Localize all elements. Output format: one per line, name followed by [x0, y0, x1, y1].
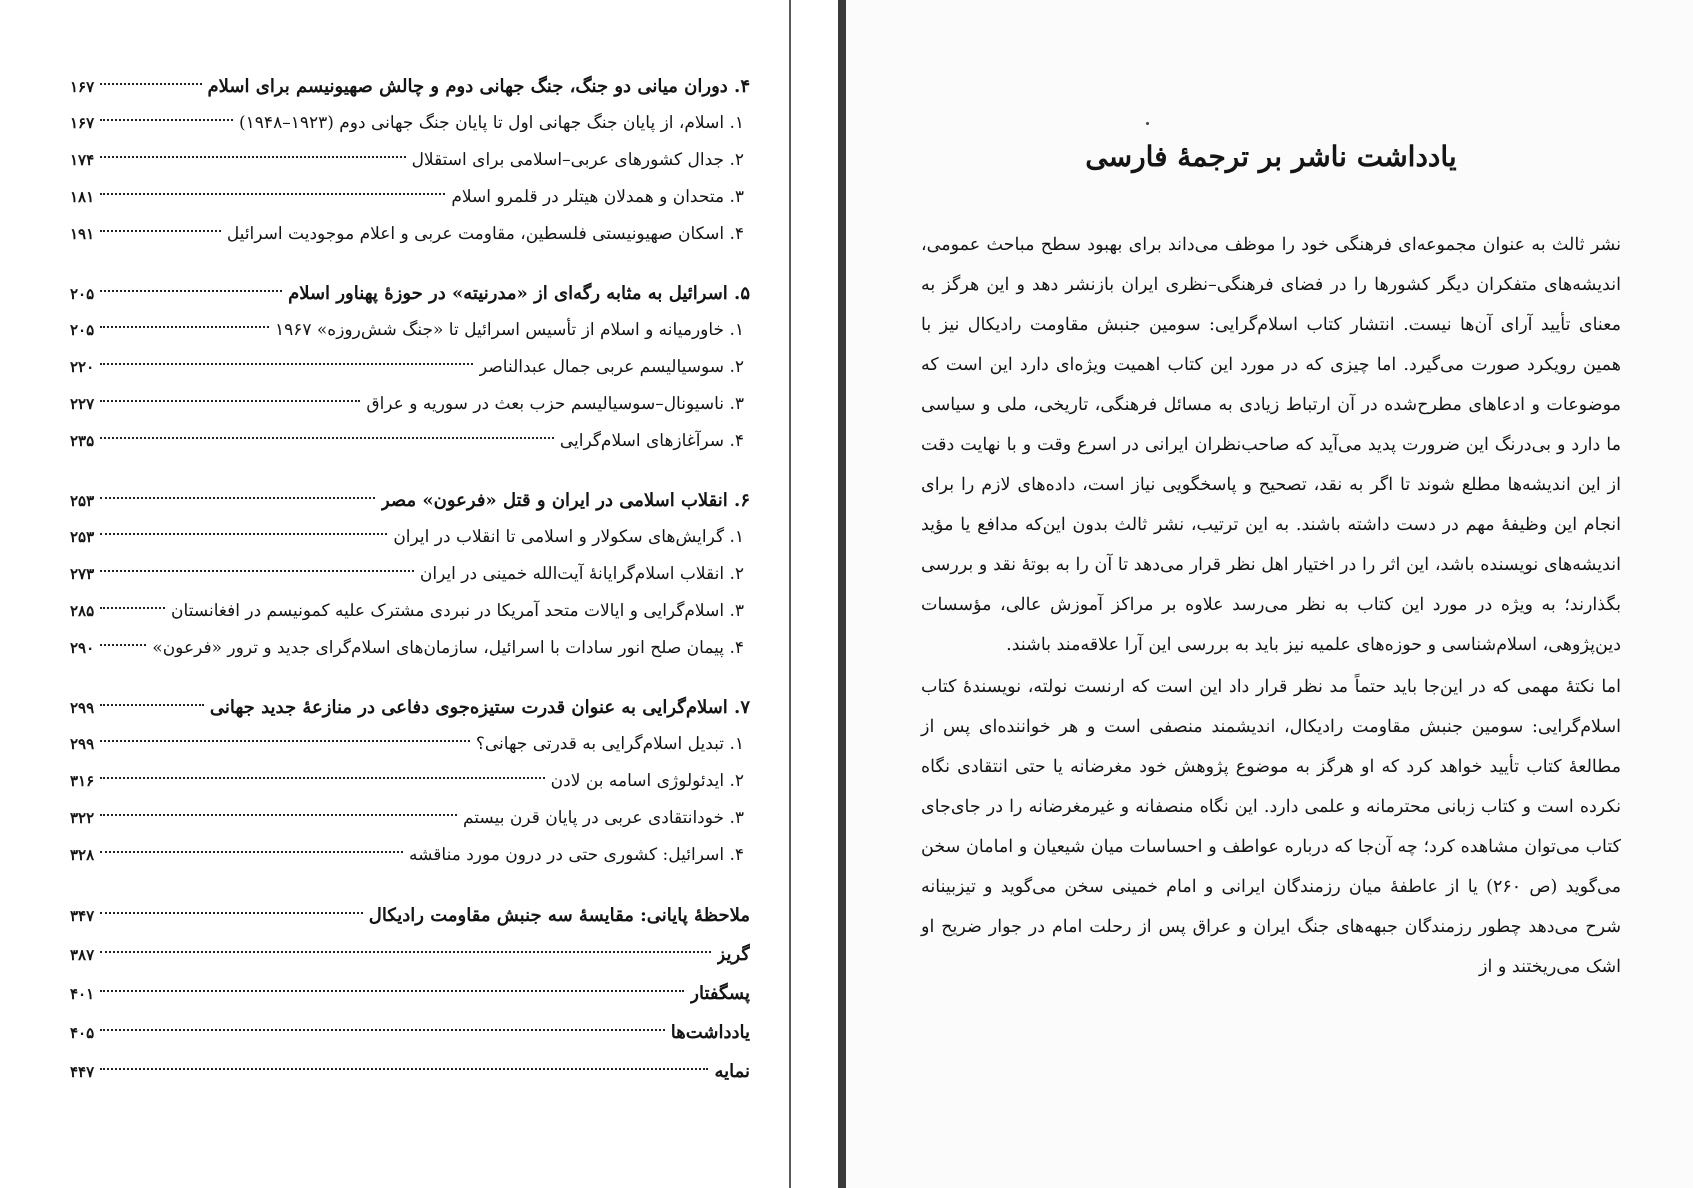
- toc-entry: [70, 105, 750, 142]
- leader-dots: [100, 533, 387, 535]
- toc-page-number: ۳۲۲: [70, 809, 95, 827]
- toc-section-4: [70, 68, 750, 253]
- toc-section-7: [70, 689, 750, 874]
- leader-dots: [100, 193, 445, 195]
- toc-entry-title: ملاحظهٔ پایانی: مقایسهٔ سه جنبش مقاومت رادیکال: [368, 905, 750, 926]
- toc-entry-title: ۴. اسرائیل: کشوری حتی در درون مورد مناقشه: [408, 845, 744, 865]
- page-gap: [791, 0, 838, 1188]
- toc-heading: [70, 482, 750, 519]
- toc-page-number: ۲۹۹: [70, 699, 95, 717]
- toc-entry-title: ۱. خاورمیانه و اسلام از تأسیس اسرائیل تا «جنگ شش‌روزه» ۱۹۶۷: [274, 320, 744, 340]
- leader-dots: [100, 83, 201, 85]
- toc-page-number: ۴۰۱: [70, 985, 95, 1003]
- toc-entry-title: ۲. ایدئولوژی اسامه بن لادن: [550, 771, 744, 791]
- leader-dots: [100, 1029, 665, 1031]
- print-speck: [1146, 122, 1149, 125]
- leader-dots: [100, 156, 405, 158]
- toc-entry-title: ۳. ناسیونال–سوسیالیسم حزب بعث در سوریه و عراق: [366, 394, 744, 414]
- leader-dots: [100, 363, 473, 365]
- right-page: [846, 0, 1693, 1188]
- leader-dots: [100, 230, 221, 232]
- toc-entry-title: یادداشت‌ها: [670, 1022, 750, 1043]
- toc-entry-title: ۳. اسلام‌گرایی و ایالات متحد آمریکا در نبردی مشترک علیه کمونیسم در افغانستان: [171, 601, 744, 621]
- toc-entry: [70, 593, 750, 630]
- toc-page-number: ۲۸۵: [70, 602, 95, 620]
- toc-heading-title: ۵. اسرائیل به مثابه رگه‌ای از «مدرنیته» در حوزهٔ پهناور اسلام: [288, 283, 750, 304]
- toc-page-number: ۴۴۷: [70, 1063, 95, 1081]
- toc-entry: [70, 763, 750, 800]
- leader-dots: [100, 400, 360, 402]
- toc-page-number: ۲۰۵: [70, 321, 95, 339]
- toc-entry-title: ۴. پیمان صلح انور سادات با اسرائیل، سازمان‌های اسلام‌گرای جدید و ترور «فرعون»: [152, 638, 744, 658]
- leader-dots: [100, 951, 710, 953]
- toc-entry-title: گریز: [716, 944, 750, 965]
- toc-entry-title: پسگفتار: [690, 983, 750, 1004]
- toc-entry: [70, 216, 750, 253]
- toc-entry: [70, 800, 750, 837]
- toc-page-number: ۲۰۵: [70, 285, 95, 303]
- leader-dots: [100, 990, 684, 992]
- toc-page-number: ۴۰۵: [70, 1024, 95, 1042]
- table-of-contents: [70, 68, 750, 1113]
- toc-page-number: ۳۱۶: [70, 772, 95, 790]
- toc-entry: [70, 630, 750, 667]
- toc-final-entry: [70, 974, 750, 1013]
- toc-heading-title: ۷. اسلام‌گرایی به عنوان قدرت ستیزه‌جوی دفاعی در منازعهٔ جدید جهانی: [209, 697, 750, 718]
- leader-dots: [100, 1068, 708, 1070]
- toc-page-number: ۱۶۷: [70, 114, 95, 132]
- leader-dots: [100, 437, 554, 439]
- leader-dots: [100, 570, 414, 572]
- leader-dots: [100, 119, 233, 121]
- leader-dots: [100, 497, 375, 499]
- toc-entry-title: ۲. جدال کشورهای عربی–اسلامی برای استقلال: [411, 150, 744, 170]
- toc-page-number: ۱۸۱: [70, 188, 95, 206]
- toc-entry-title: نمایه: [714, 1061, 750, 1082]
- leader-dots: [100, 814, 457, 816]
- toc-page-number: ۳۴۷: [70, 907, 95, 925]
- toc-final-entry: [70, 1052, 750, 1091]
- book-spine-divider: [838, 0, 846, 1188]
- toc-page-number: ۱۶۷: [70, 78, 95, 96]
- toc-entry: [70, 179, 750, 216]
- leader-dots: [100, 326, 269, 328]
- toc-entry: [70, 837, 750, 874]
- leader-dots: [100, 851, 403, 853]
- leader-dots: [100, 290, 282, 292]
- toc-page-number: ۲۵۳: [70, 528, 95, 546]
- toc-entry: [70, 726, 750, 763]
- toc-entry: [70, 519, 750, 556]
- toc-page-number: ۲۲۷: [70, 395, 95, 413]
- toc-entry-title: ۱. تبدیل اسلام‌گرایی به قدرتی جهانی؟: [475, 734, 744, 754]
- toc-entry-title: ۱. اسلام، از پایان جنگ جهانی اول تا پایان جنگ جهانی دوم (۱۹۲۳–۱۹۴۸): [239, 113, 744, 133]
- toc-entry-title: ۱. گرایش‌های سکولار و اسلامی تا انقلاب در ایران: [393, 527, 744, 547]
- toc-page-number: ۱۷۴: [70, 151, 95, 169]
- toc-final-entry: [70, 935, 750, 974]
- toc-section-5: [70, 275, 750, 460]
- toc-entry: [70, 423, 750, 460]
- toc-final-entries: [70, 896, 750, 1091]
- toc-page-number: ۲۹۰: [70, 639, 95, 657]
- toc-entry-title: ۲. سوسیالیسم عربی جمال عبدالناصر: [478, 357, 744, 377]
- toc-section-6: [70, 482, 750, 667]
- toc-page-number: ۲۲۰: [70, 358, 95, 376]
- toc-entry-title: ۳. متحدان و همدلان هیتلر در قلمرو اسلام: [451, 187, 744, 207]
- toc-heading-title: ۶. انقلاب اسلامی در ایران و قتل «فرعون» مصر: [380, 490, 750, 511]
- toc-entry: [70, 142, 750, 179]
- toc-page-number: ۲۳۵: [70, 432, 95, 450]
- leader-dots: [100, 607, 165, 609]
- toc-entry: [70, 312, 750, 349]
- toc-page-number: ۱۹۱: [70, 225, 95, 243]
- toc-entry-title: ۴. اسکان صهیونیستی فلسطین، مقاومت عربی و اعلام موجودیت اسرائیل: [226, 224, 744, 244]
- leader-dots: [100, 777, 545, 779]
- toc-final-entry: [70, 1013, 750, 1052]
- toc-page-number: ۳۸۷: [70, 946, 95, 964]
- leader-dots: [100, 912, 363, 914]
- toc-entry-title: ۲. انقلاب اسلام‌گرایانهٔ آیت‌الله خمینی در ایران: [419, 564, 744, 584]
- toc-heading: [70, 68, 750, 105]
- publisher-note: [921, 140, 1621, 987]
- leader-dots: [100, 644, 146, 646]
- toc-entry-title: ۳. خودانتقادی عربی در پایان قرن بیستم: [462, 808, 744, 828]
- toc-entry: [70, 386, 750, 423]
- toc-entry-title: ۴. سرآغازهای اسلام‌گرایی: [559, 431, 744, 451]
- body-paragraph: نشر ثالث به عنوان مجموعه‌ای فرهنگی خود را موظف می‌داند برای بهبود سطح مباحث عمومی، اندیشه‌های متفکران دیگر کشورها را در فضای فرهنگی–نظری ایران بازنشر دهد و این هرگز به معنای تأیید آرای آن‌ها نیست. انتشار کتاب اسلام‌گرایی: سومین جنبش مقاومت رادیکال نیز با همین رویکرد صورت می‌گیرد. اما چیزی که در مورد این کتاب اهمیت ویژه‌ای دارد این است که موضوعات و ادعاهای مطرح‌شده در آن ارتباط زیادی به مسائل فرهنگی، تاریخی، ملی و سیاسی ما دارد و بی‌درنگ این ضرورت پدید می‌آید که صاحب‌نظران ایرانی در اسرع وقت و با نهایت دقت از این اندیشه‌ها مطلع شوند تا اگر به نقد، تصحیح و پاسخگویی نیاز است، داده‌های لازم را برای انجام این وظیفهٔ مهم در دست داشته باشند. به این ترتیب، نشر ثالث بدون این‌که مدافع یا مؤید اندیشه‌های نویسنده باشد، این اثر را در اختیار اهل نظر قرار می‌دهد تا آن را به بوتهٔ نقد و بررسی بگذارند؛ به ویژه در مورد این کتاب به نظر می‌رسد علاوه بر مراکز آموزش عالی، مؤسسات دین‌پژوهی، اسلام‌شناسی و حوزه‌های علمیه نیز باید به بررسی این آرا علاقه‌مند باشند.: [921, 235, 1621, 655]
- page-title: یادداشت ناشر بر ترجمهٔ فارسی: [1085, 140, 1457, 173]
- leader-dots: [100, 704, 204, 706]
- toc-page-number: ۲۵۳: [70, 492, 95, 510]
- leader-dots: [100, 740, 470, 742]
- toc-heading: [70, 689, 750, 726]
- toc-heading-title: ۴. دوران میانی دو جنگ، جنگ جهانی دوم و چالش صهیونیسم برای اسلام: [207, 76, 750, 97]
- toc-entry: [70, 556, 750, 593]
- body-paragraph: اما نکتهٔ مهمی که در این‌جا باید حتماً مد نظر قرار داد این است که ارنست نولته، نویسندهٔ کتاب اسلام‌گرایی: سومین جنبش مقاومت رادیکال، اندیشمند منصفی است و هر خواننده‌ای پس از مطالعهٔ کتاب تأیید خواهد کرد که او هرگز به موضوع پژوهش خود مغرضانه یا حتی انتقادی نگاه نکرده است و کتاب زبانی محترمانه و علمی دارد. این نگاه منصفانه و غیرمغرضانه را در جای‌جای کتاب می‌توان مشاهده کرد؛ چه آن‌جا که درباره عواطف و احساسات میان شیعیان و امامان سخن می‌گوید (ص ۲۶۰) یا از عاطفهٔ میان رزمندگان ایرانی و امام خمینی سخن می‌گوید و تیزبینانه شرح می‌دهد چطور رزمندگان جبهه‌های جنگ ایران و عراق پس از رحلت امام در جوار ضریح او اشک می‌ریختند و از: [921, 677, 1622, 977]
- toc-entry: [70, 349, 750, 386]
- toc-page-number: ۲۹۹: [70, 735, 95, 753]
- toc-final-entry: [70, 896, 750, 935]
- toc-page-number: ۲۷۳: [70, 565, 95, 583]
- toc-heading: [70, 275, 750, 312]
- toc-page-number: ۳۲۸: [70, 846, 95, 864]
- left-page: [0, 0, 790, 1188]
